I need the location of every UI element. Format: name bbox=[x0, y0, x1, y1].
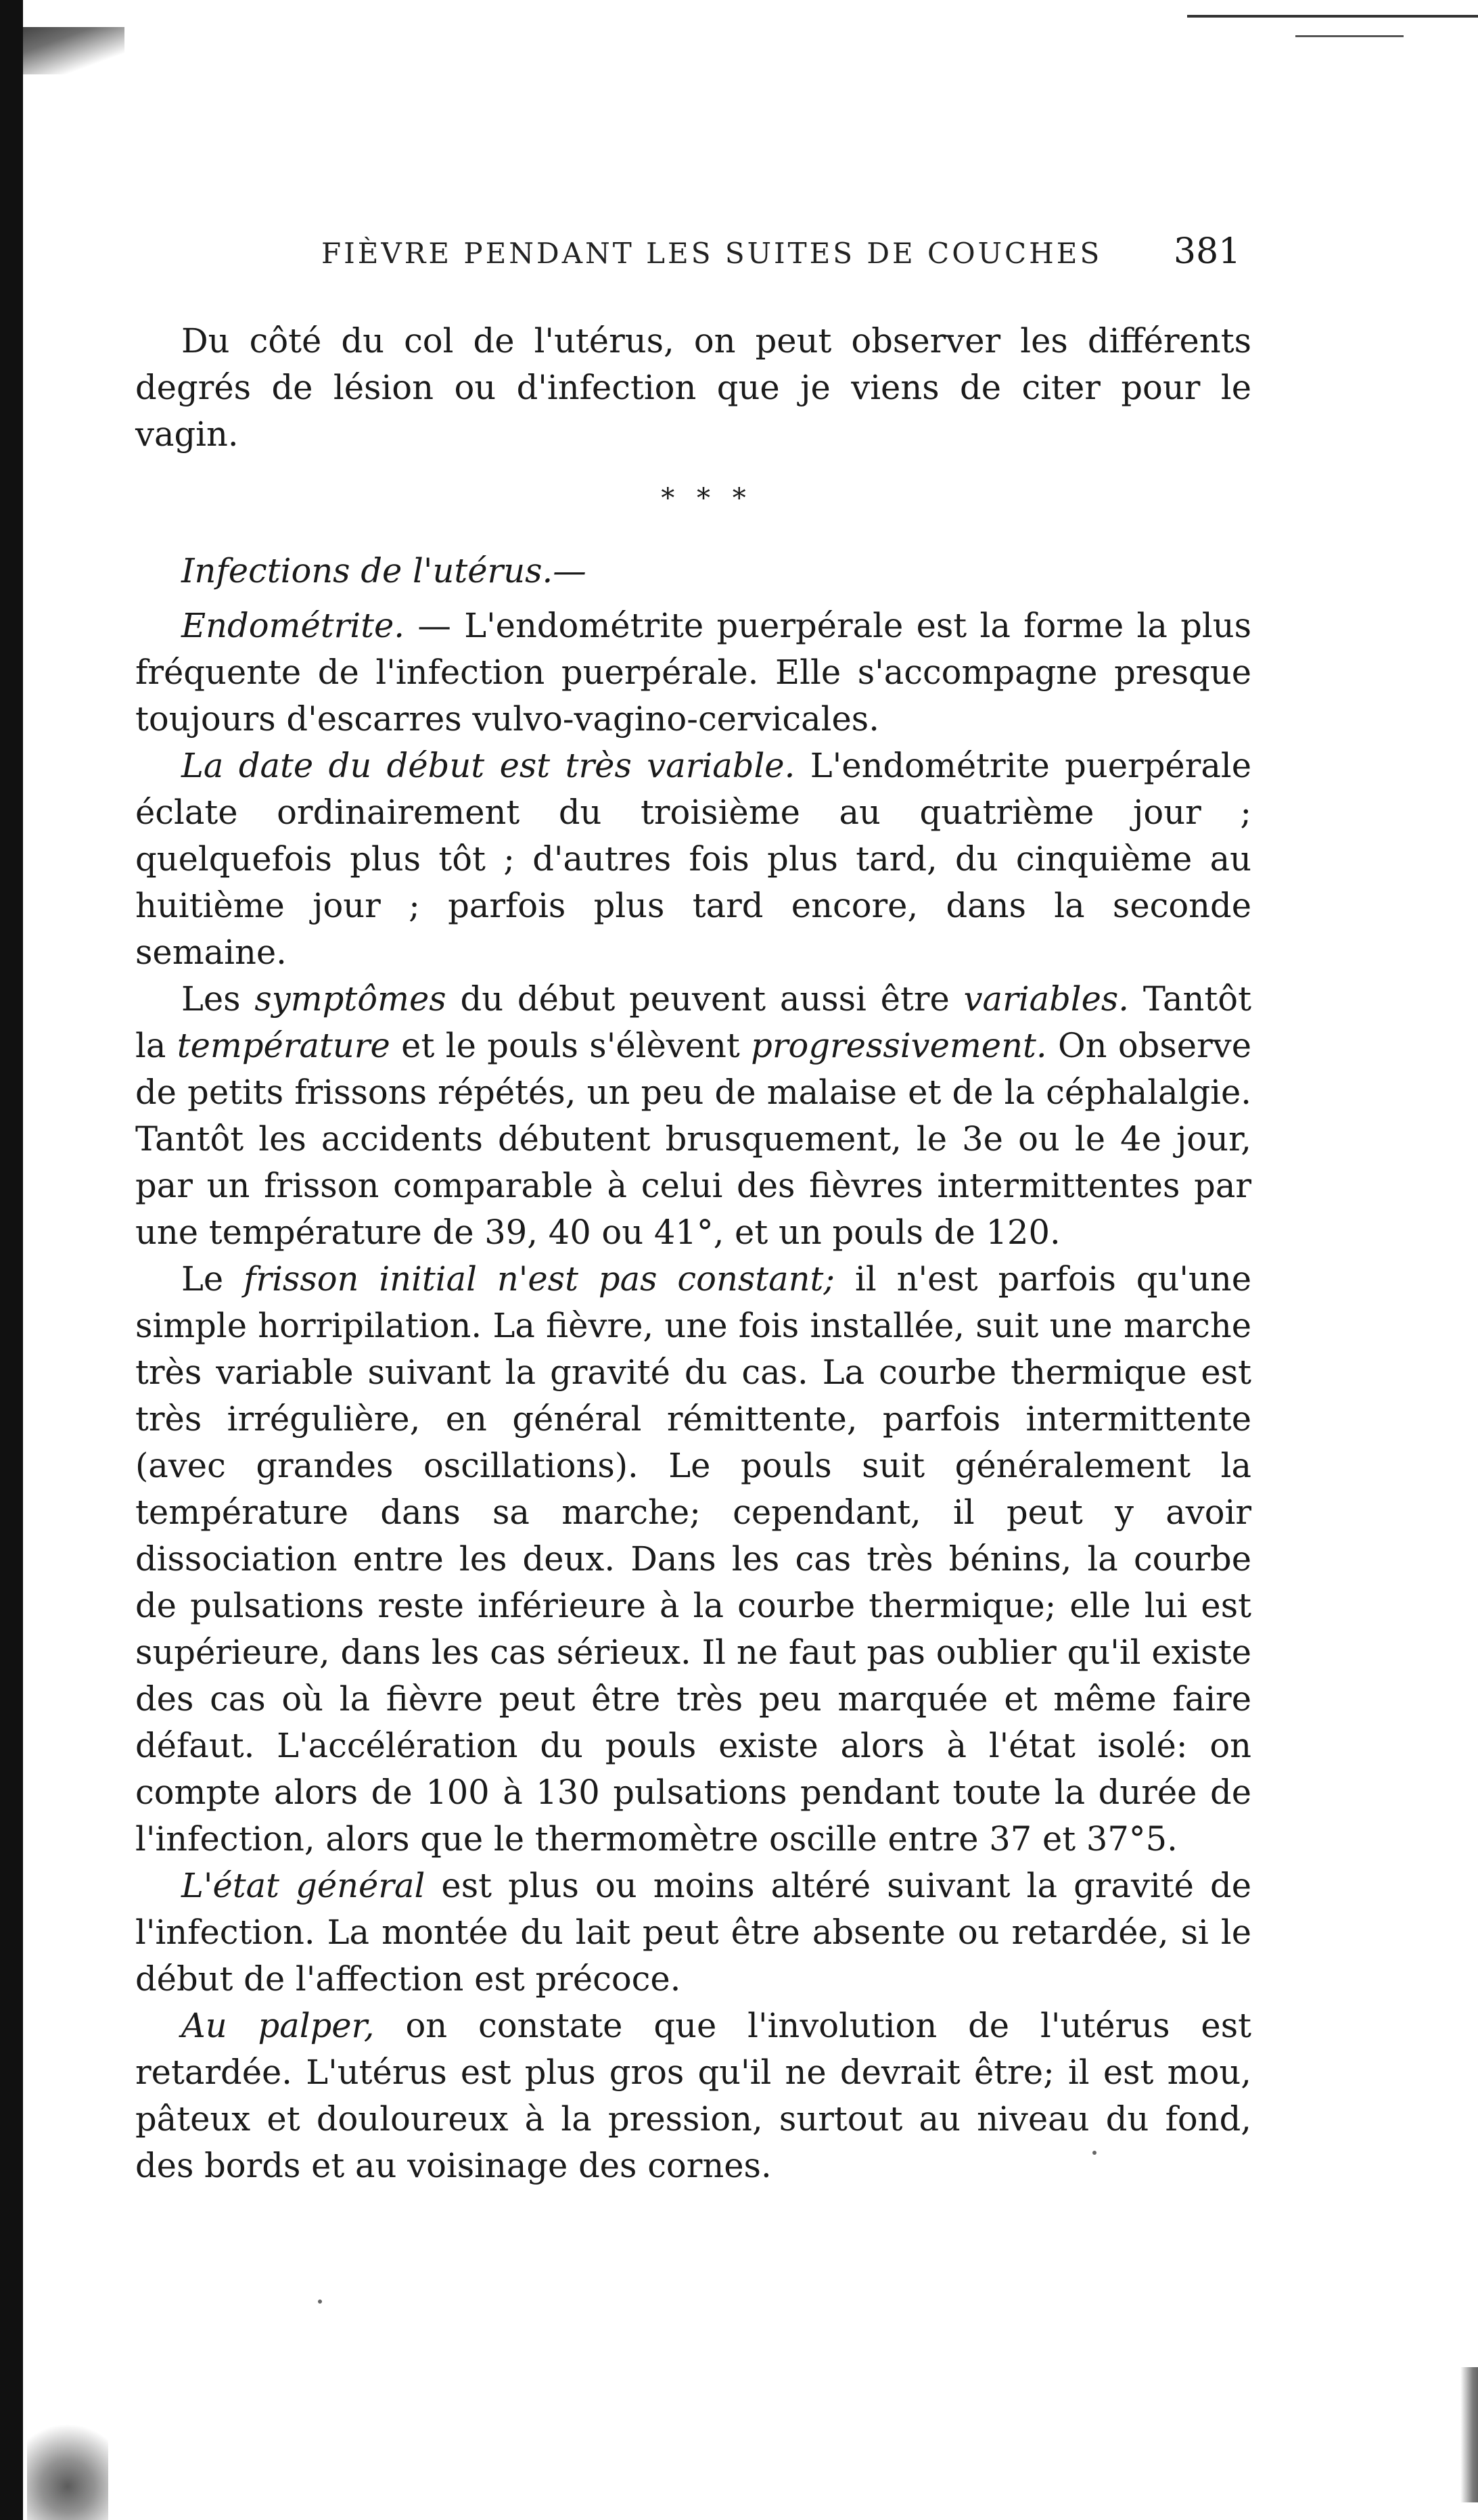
scan-artifact-top-rule-short bbox=[1295, 35, 1404, 37]
text-run: et le pouls s'élèvent bbox=[390, 1026, 752, 1065]
text-run: du début peuvent aussi être bbox=[446, 979, 964, 1019]
paragraph-text: on constate que l'involution de l'utérus est retardée. L'utérus est plus gros qu'il ne devrait être; il est mou, pâteux et douloureux à la pression, surtout au niveau du fond, des bords et au voisinage des cornes. bbox=[135, 2006, 1251, 2185]
paragraph-frisson bbox=[135, 1256, 1251, 1863]
italic-run: variables. bbox=[963, 979, 1130, 1019]
scan-border-left bbox=[0, 0, 23, 2520]
paragraph-lead: Endométrite. bbox=[181, 606, 405, 645]
scan-artifact-top-left bbox=[23, 27, 124, 74]
italic-run: progressivement. bbox=[751, 1026, 1047, 1065]
paragraph-intro: Du côté du col de l'utérus, on peut observer les différents degrés de lésion ou d'infection que je viens de citer pour le vagin. bbox=[135, 321, 1251, 454]
paragraph-text: — L'endométrite puerpérale est la forme la plus fréquente de l'infection puerpérale. Elle s'accompagne presque toujours d'escarres vulvo-vagino-cervicales. bbox=[135, 606, 1251, 739]
paragraph-palper bbox=[135, 2003, 1251, 2189]
text-run: Tantôt la bbox=[135, 979, 1251, 1065]
paragraph-lead: L'état général bbox=[181, 1866, 425, 1905]
paragraph-text: est plus ou moins altéré suivant la gravité de l'infection. La montée du lait peut être absente ou retardée, si le début de l'affection est précoce. bbox=[135, 1866, 1251, 1999]
running-head: FIÈVRE PENDANT LES SUITES DE COUCHES bbox=[321, 237, 1103, 270]
paragraph-lead: Au palper, bbox=[181, 2006, 375, 2045]
italic-run: température bbox=[177, 1026, 390, 1065]
section-divider-asterism: * * * bbox=[661, 483, 753, 514]
paragraph-symptomes bbox=[135, 976, 1251, 1256]
paragraph-lead: La date du début est très variable. bbox=[181, 746, 795, 785]
paragraph-endometrite bbox=[135, 603, 1251, 743]
scan-artifact-bottom-left bbox=[27, 2408, 108, 2520]
scan-speck bbox=[318, 2300, 322, 2304]
page-body bbox=[135, 318, 1251, 2189]
italic-run: symptômes bbox=[254, 979, 446, 1019]
scan-artifact-top-rule bbox=[1187, 15, 1478, 18]
scan-artifact-bottom-right bbox=[1460, 2367, 1478, 2502]
page-number: 381 bbox=[1174, 231, 1241, 272]
paragraph-etat-general bbox=[135, 1863, 1251, 2003]
text-run: Le bbox=[181, 1259, 244, 1299]
text-run: On observe de petits frissons répétés, un peu de malaise et de la céphalalgie. Tantôt les accidents débutent brusquement, le 3e ou le 4e jour, par un frisson comparable à celui des fièvres intermittentes par une température de 39, 40 ou 41°, et un pouls de 120. bbox=[135, 1026, 1251, 1252]
section-heading: Infections de l'utérus.— bbox=[181, 551, 586, 590]
paragraph-text: L'endométrite puerpérale éclate ordinairement du troisième au quatrième jour ; quelquefois plus tôt ; d'autres fois plus tard, du cinquième au huitième jour ; parfois plus tard encore, dans la seconde semaine. bbox=[135, 746, 1251, 972]
paragraph-date-debut bbox=[135, 743, 1251, 976]
italic-run: frisson initial n'est pas constant; bbox=[244, 1259, 835, 1299]
text-run: Les bbox=[181, 979, 255, 1019]
text-run: il n'est parfois qu'une simple horripilation. La fièvre, une fois installée, suit une marche très variable suivant la gravité du cas. La courbe thermique est très irrégulière, en général rémittente, parfois intermittente (avec grandes oscillations). Le pouls suit généralement la température dans sa marche; cependant, il peut y avoir dissociation entre les deux. Dans les cas très bénins, la courbe de pulsations reste inférieure à la courbe thermique; elle lui est supérieure, dans les cas sérieux. Il ne faut pas oublier qu'il existe des cas où la fièvre peut être très peu marquée et même faire défaut. L'accélération du pouls existe alors à l'état isolé: on compte alors de 100 à 130 pulsations pendant toute la durée de l'infection, alors que le thermomètre oscille entre 37 et 37°5. bbox=[135, 1259, 1252, 1859]
